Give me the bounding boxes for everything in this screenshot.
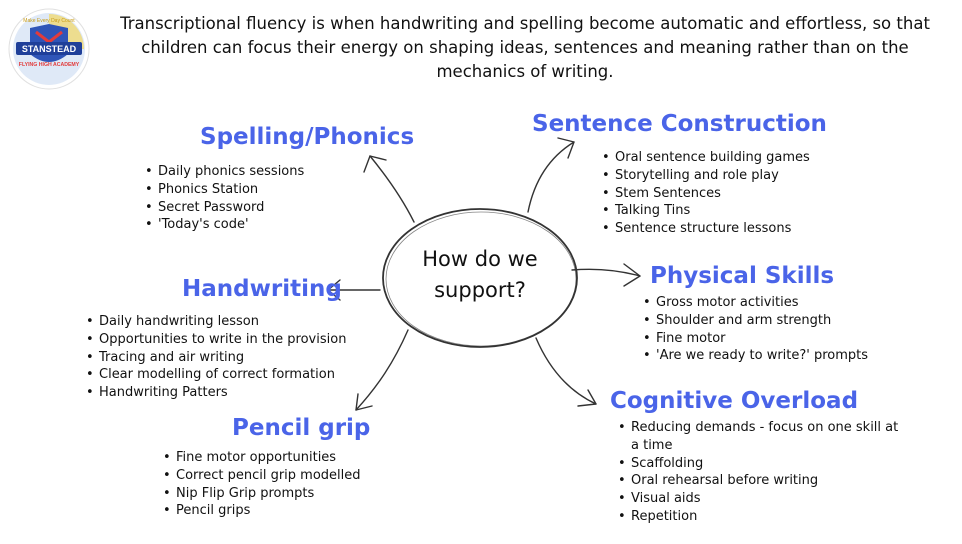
- list-item: • Reducing demands - focus on one skill at a time: [618, 419, 903, 455]
- pencil-list: [163, 449, 361, 520]
- pencil-heading: Pencil grip: [232, 415, 371, 441]
- list-item: • Correct pencil grip modelled: [163, 467, 361, 485]
- list-item: • Stem Sentences: [602, 185, 810, 203]
- list-item: • Sentence structure lessons: [602, 220, 810, 238]
- list-item: • Daily handwriting lesson: [86, 313, 346, 331]
- list-item: • Oral sentence building games: [602, 149, 810, 167]
- connector-sentence: [528, 142, 574, 212]
- list-item: • Pencil grips: [163, 502, 361, 520]
- logo-name: STANSTEAD: [21, 44, 77, 54]
- center-line-1: How do we: [422, 247, 538, 271]
- list-item: • Visual aids: [618, 490, 903, 508]
- connector-spelling: [370, 156, 414, 222]
- cognitive-heading: Cognitive Overload: [610, 388, 859, 414]
- spelling-list: [145, 163, 304, 234]
- list-item: • Repetition: [618, 508, 903, 526]
- list-item: • Clear modelling of correct formation: [86, 366, 346, 384]
- list-item: • Nip Flip Grip prompts: [163, 485, 361, 503]
- cognitive-list: [618, 419, 903, 526]
- intro-text: Transcriptional fluency is when handwriting and spelling become automatic and effortless, so that children can focus their energy on shaping ideas, sentences and meaning rather than on the mechanics of writing.: [120, 14, 930, 81]
- list-item: • Handwriting Patters: [86, 384, 346, 402]
- center-line-2: support?: [434, 278, 526, 302]
- list-item: • Tracing and air writing: [86, 349, 346, 367]
- list-item: • Fine motor opportunities: [163, 449, 361, 467]
- logo-motto: Make Every Day Count: [23, 18, 75, 24]
- list-item: • Fine motor: [643, 330, 868, 348]
- list-item: • 'Are we ready to write?' prompts: [643, 347, 868, 365]
- sentence-list: [602, 149, 810, 238]
- list-item: • Scaffolding: [618, 455, 903, 473]
- list-item: • Secret Password: [145, 199, 304, 217]
- spelling-heading: Spelling/Phonics: [200, 124, 415, 150]
- list-item: • 'Today's code': [145, 216, 304, 234]
- handwriting-heading: Handwriting: [182, 276, 342, 302]
- list-item: • Talking Tins: [602, 202, 810, 220]
- physical-list: [643, 294, 868, 365]
- handwriting-list: [86, 313, 346, 402]
- connector-physical: [572, 269, 640, 276]
- list-item: • Opportunities to write in the provision: [86, 331, 346, 349]
- connector-cognitive: [536, 338, 596, 404]
- list-item: • Storytelling and role play: [602, 167, 810, 185]
- list-item: • Oral rehearsal before writing: [618, 472, 903, 490]
- center-question: [400, 244, 560, 306]
- logo-subtitle: FLYING HIGH ACADEMY: [18, 62, 80, 68]
- list-item: • Shoulder and arm strength: [643, 312, 868, 330]
- physical-heading: Physical Skills: [650, 263, 835, 289]
- list-item: • Daily phonics sessions: [145, 163, 304, 181]
- connector-pencil: [356, 330, 408, 410]
- sentence-heading: Sentence Construction: [532, 111, 827, 137]
- list-item: • Gross motor activities: [643, 294, 868, 312]
- list-item: • Phonics Station: [145, 181, 304, 199]
